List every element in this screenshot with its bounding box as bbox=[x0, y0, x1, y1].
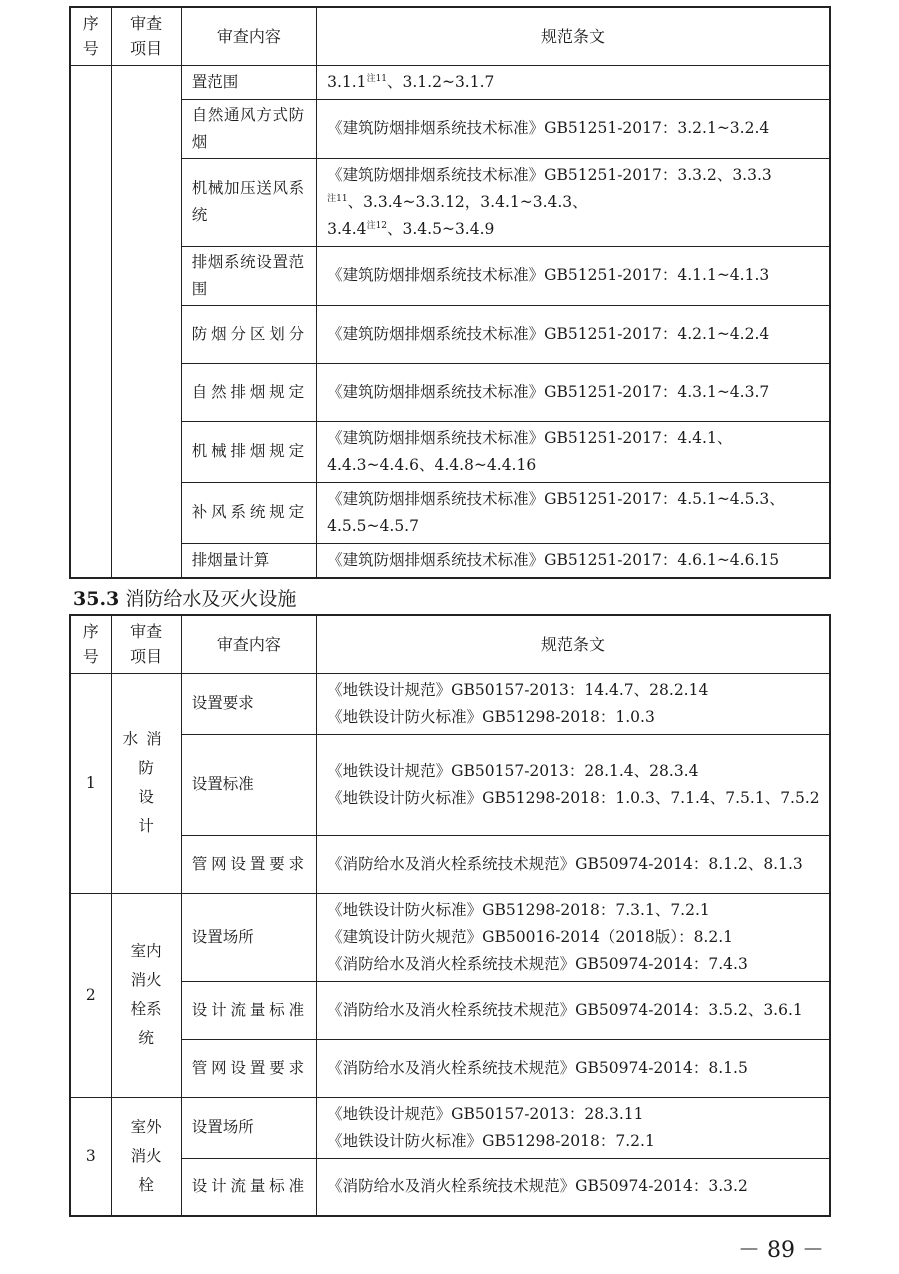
header-no: 序 号 bbox=[70, 615, 111, 673]
ref-cell: 《消防给水及消火栓系统技术规范》GB50974-2014：3.3.2 bbox=[317, 1158, 830, 1216]
ref-cell: 《建筑防烟排烟系统技术标准》GB51251-2017：4.5.1~4.5.3、4.5.5~4.5.7 bbox=[317, 482, 830, 543]
header-content: 审查内容 bbox=[181, 615, 316, 673]
content-cell: 排烟系统设置范围 bbox=[181, 246, 316, 305]
ref-cell: 《地铁设计规范》GB50157-2013：28.1.4、28.3.4 《地铁设计防火标准》GB51298-2018：1.0.3、7.1.4、7.5.1、7.5.2 bbox=[317, 734, 830, 835]
table-row bbox=[70, 1158, 830, 1216]
section-number: 35.3 bbox=[73, 588, 120, 610]
table-row bbox=[70, 65, 830, 99]
ref-cell: 《建筑防烟排烟系统技术标准》GB51251-2017：4.3.1~4.3.7 bbox=[317, 363, 830, 421]
no-cell: 2 bbox=[70, 893, 111, 1097]
content-cell: 机械加压送风系统 bbox=[181, 158, 316, 246]
table-row bbox=[70, 482, 830, 543]
content-cell: 管网设置要求 bbox=[181, 835, 316, 893]
no-cell bbox=[70, 65, 111, 578]
content-cell: 设计流量标准 bbox=[181, 1158, 316, 1216]
section-title-text: 消防给水及灭火设施 bbox=[125, 588, 297, 610]
content-cell: 排烟量计算 bbox=[181, 543, 316, 578]
item-cell bbox=[111, 65, 181, 578]
ref-cell: 《建筑防烟排烟系统技术标准》GB51251-2017：3.3.2、3.3.3 $^{注11}$、3.3.4~3.3.12，3.4.1~3.4.3、 3.4.4$^{注12}$、3.4.5~3.4.9 bbox=[317, 158, 830, 246]
ref-cell: 《地铁设计规范》GB50157-2013：14.4.7、28.2.14 《地铁设计防火标准》GB51298-2018：1.0.3 bbox=[317, 673, 830, 734]
no-cell: 1 bbox=[70, 673, 111, 893]
fire-water-table bbox=[69, 614, 831, 1217]
ref-cell: 《地铁设计规范》GB50157-2013：28.3.11 《地铁设计防火标准》GB51298-2018：7.2.1 bbox=[317, 1097, 830, 1158]
header-ref: 规范条文 bbox=[317, 615, 830, 673]
ref-cell: 《建筑防烟排烟系统技术标准》GB51251-2017：4.1.1~4.1.3 bbox=[317, 246, 830, 305]
table-row bbox=[70, 543, 830, 578]
content-cell: 补风系统规定 bbox=[181, 482, 316, 543]
content-cell: 防烟分区划分 bbox=[181, 305, 316, 363]
table-row bbox=[70, 673, 830, 734]
table-row bbox=[70, 421, 830, 482]
table-header-row bbox=[70, 7, 830, 65]
item-cell: 室内 消火 栓系 统 bbox=[111, 893, 181, 1097]
content-cell: 设置场所 bbox=[181, 893, 316, 981]
content-cell: 设置场所 bbox=[181, 1097, 316, 1158]
header-item: 审查 项目 bbox=[111, 7, 181, 65]
header-content: 审查内容 bbox=[181, 7, 316, 65]
header-no: 序 号 bbox=[70, 7, 111, 65]
item-cell: 水消 防 设 计 bbox=[111, 673, 181, 893]
content-cell: 自然排烟规定 bbox=[181, 363, 316, 421]
table-row bbox=[70, 158, 830, 246]
item-cell: 室外 消火 栓 bbox=[111, 1097, 181, 1216]
no-cell: 3 bbox=[70, 1097, 111, 1216]
table-row bbox=[70, 1039, 830, 1097]
header-ref: 规范条文 bbox=[317, 7, 830, 65]
table-row bbox=[70, 734, 830, 835]
table-row bbox=[70, 893, 830, 981]
table-row bbox=[70, 363, 830, 421]
content-cell: 自然通风方式防烟 bbox=[181, 99, 316, 158]
table-header-row bbox=[70, 615, 830, 673]
content-cell: 置范围 bbox=[181, 65, 316, 99]
content-cell: 设置要求 bbox=[181, 673, 316, 734]
table-row bbox=[70, 246, 830, 305]
page-number: － 89 － bbox=[738, 1238, 824, 1263]
header-item: 审查 项目 bbox=[111, 615, 181, 673]
smoke-control-table bbox=[69, 6, 831, 579]
table-row bbox=[70, 1097, 830, 1158]
table-row bbox=[70, 981, 830, 1039]
ref-cell: 《消防给水及消火栓系统技术规范》GB50974-2014：8.1.5 bbox=[317, 1039, 830, 1097]
ref-cell: 《建筑防烟排烟系统技术标准》GB51251-2017：4.6.1~4.6.15 bbox=[317, 543, 830, 578]
table-row bbox=[70, 835, 830, 893]
ref-cell: 3.1.1$^{注11}$、3.1.2~3.1.7 bbox=[317, 65, 830, 99]
ref-cell: 《地铁设计防火标准》GB51298-2018：7.3.1、7.2.1 《建筑设计防火规范》GB50016-2014（2018版）：8.2.1 《消防给水及消火栓系统技术规范》GB50974-2014：7.4.3 bbox=[317, 893, 830, 981]
ref-cell: 《消防给水及消火栓系统技术规范》GB50974-2014：3.5.2、3.6.1 bbox=[317, 981, 830, 1039]
ref-cell: 《消防给水及消火栓系统技术规范》GB50974-2014：8.1.2、8.1.3 bbox=[317, 835, 830, 893]
content-cell: 机械排烟规定 bbox=[181, 421, 316, 482]
ref-cell: 《建筑防烟排烟系统技术标准》GB51251-2017：4.2.1~4.2.4 bbox=[317, 305, 830, 363]
content-cell: 管网设置要求 bbox=[181, 1039, 316, 1097]
content-cell: 设置标准 bbox=[181, 734, 316, 835]
table-row bbox=[70, 99, 830, 158]
ref-cell: 《建筑防烟排烟系统技术标准》GB51251-2017：4.4.1、4.4.3~4.4.6、4.4.8~4.4.16 bbox=[317, 421, 830, 482]
section-title bbox=[73, 586, 296, 612]
ref-cell: 《建筑防烟排烟系统技术标准》GB51251-2017：3.2.1~3.2.4 bbox=[317, 99, 830, 158]
table-row bbox=[70, 305, 830, 363]
content-cell: 设计流量标准 bbox=[181, 981, 316, 1039]
